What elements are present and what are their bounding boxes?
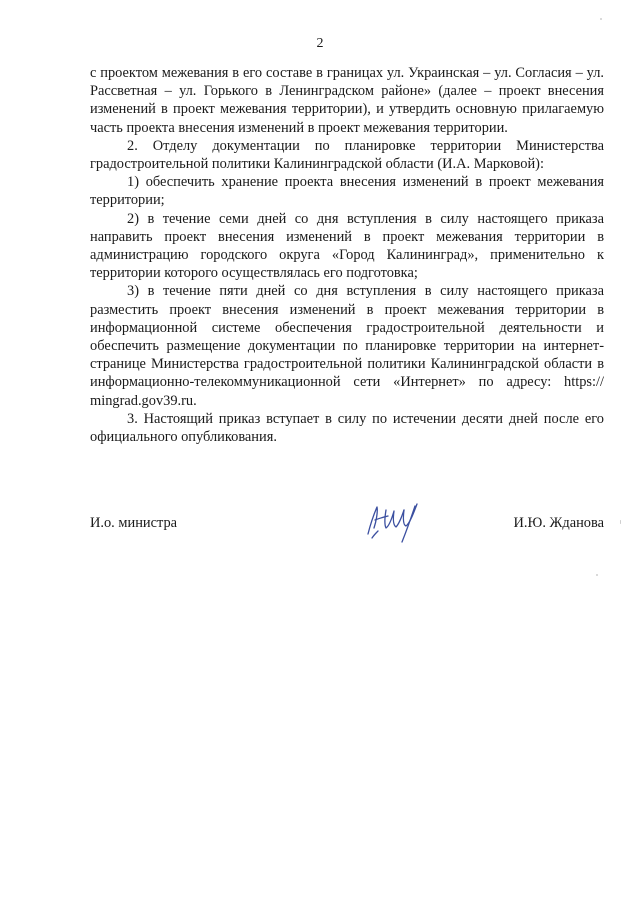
paragraph-subitem-1: 1) обеспечить хранение проекта внесения изменений в проект межевания территории; [90,174,604,209]
paragraph-item-2: 2. Отделу документации по планировке территории Министерства градостроительной политики Калининградской области (И.А. Марковой): [90,137,604,173]
paragraph-item-3: 3. Настоящий приказ вступает в силу по истечении десяти дней после его официального опубликования. [90,410,604,446]
scan-speck [600,18,602,20]
paragraph-subitem-2: 2) в течение семи дней со дня вступления в силу настоящего приказа направить проект внесения изменений в проект межевания территории в администрацию городского округа «Город Калининград», применительно к территории которого осуществлялась его подготовка; [90,210,604,282]
paragraph-continuation: с проектом межевания в его составе в границах ул. Украинская – ул. Согласия – ул. Рассветная – ул. Горького в Ленинградском районе» (далее – проект внесения изменений в проект межевания территории), и утвердить основную прилагаемую часть проекта внесения изменений в проект межевания территории. [90,65,604,136]
scan-speck [596,574,598,576]
page-number: 2 [316,36,324,51]
signatory-name: И.Ю. Жданова [513,515,604,531]
signature-block [90,504,604,554]
document-body [90,64,604,446]
handwritten-signature [362,498,430,544]
scan-speck [620,520,621,524]
paragraph-subitem-3: 3) в течение пяти дней со дня вступления в силу настоящего приказа разместить проект внесения изменений в проект межевания территории в информационной системе обеспечения градостроительной деятельности и обеспечить размещение документации по планировке территории на интернет-странице Министерства градостроительной политики Калининградской области в информационно-телекоммуникационной сети «Интернет» по адресу: https:// mingrad.gov39.ru. [90,283,604,409]
signatory-title: И.о. министра [90,515,178,531]
